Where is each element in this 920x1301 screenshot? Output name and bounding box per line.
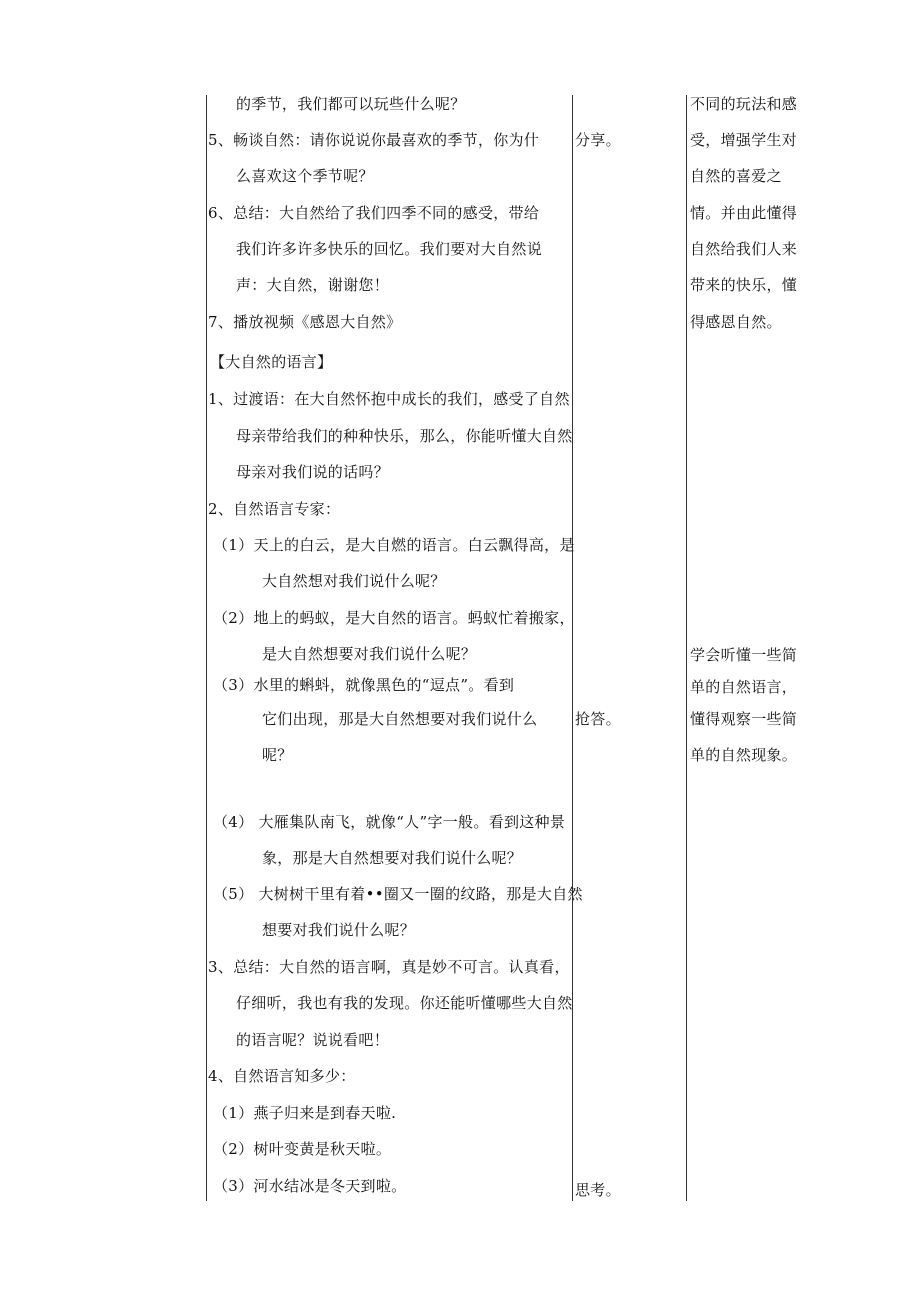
process-line: 7、播放视频《感恩大自然》 (208, 313, 402, 331)
process-line: （1）天上的白云，是大自燃的语言。白云飘得高，是 (213, 536, 575, 554)
process-line: 6、总结：大自然给了我们四季不同的感受，带给 (208, 204, 540, 222)
table-border-middle-1 (572, 95, 573, 1201)
intent-line: 受，增强学生对 (690, 131, 798, 149)
intent-line: 自然的喜爱之 (690, 167, 782, 185)
process-line: 5、畅谈自然：请你说说你最喜欢的季节，你为什 (208, 131, 540, 149)
process-line: （1）燕子归来是到春天啦. (213, 1104, 397, 1122)
intent-line: 得感恩自然。 (690, 313, 782, 331)
activity-text: 抢答。 (575, 710, 621, 728)
process-line: 声：大自然，谢谢您！ (236, 276, 390, 294)
table-border-middle-2 (686, 95, 687, 1201)
process-line: 3、总结：大自然的语言啊，真是妙不可言。认真看， (208, 958, 570, 976)
process-line: 想要对我们说什么呢？ (262, 921, 416, 939)
intent-line: 懂得观察一些简 (690, 710, 798, 728)
activity-text: 思考。 (575, 1181, 621, 1199)
process-line: 象，那是大自然想要对我们说什么呢？ (262, 849, 523, 867)
intent-line: 不同的玩法和感 (690, 95, 798, 113)
process-line: 的语言呢？说说看吧！ (236, 1031, 390, 1049)
intent-line: 带来的快乐，懂 (690, 276, 798, 294)
section-heading: 【大自然的语言】 (210, 353, 333, 371)
process-line: 4、自然语言知多少： (208, 1067, 356, 1085)
process-line: 1、过渡语：在大自然怀抱中成长的我们，感受了自然 (208, 390, 570, 408)
process-line: 仔细听，我也有我的发现。你还能听懂哪些大自然 (236, 994, 573, 1012)
intent-line: 情。并由此懂得 (690, 204, 798, 222)
intent-line: 学会听懂一些简 (690, 646, 798, 664)
process-line: 么喜欢这个季节呢？ (236, 167, 374, 185)
intent-line: 单的自然语言， (690, 678, 798, 696)
table-border-left (206, 95, 207, 1201)
process-line: 母亲对我们说的话吗？ (236, 463, 390, 481)
intent-line: 单的自然现象。 (690, 746, 798, 764)
intent-line: 自然给我们人来 (690, 240, 798, 258)
process-line: 我们许多许多快乐的回忆。我们要对大自然说 (236, 240, 543, 258)
process-line: 2、自然语言专家： (208, 500, 341, 518)
activity-text: 分享。 (575, 131, 621, 149)
process-line: 大自然想对我们说什么呢？ (262, 572, 446, 590)
process-line: 呢？ (262, 746, 293, 764)
process-line: 是大自然想要对我们说什么呢？ (262, 645, 477, 663)
process-line: 的季节，我们都可以玩些什么呢？ (236, 95, 466, 113)
process-line: （2）树叶变黄是秋天啦。 (213, 1140, 392, 1158)
process-line: （5） 大树树干里有着••圈又一圈的纹路，那是大自然 (213, 885, 583, 903)
process-line: （3）河水结冰是冬天到啦。 (213, 1177, 407, 1195)
process-line: 母亲带给我们的种种快乐，那么，你能听懂大自然 (236, 427, 573, 445)
process-line: （2）地上的蚂蚁，是大自然的语言。蚂蚁忙着搬家， (213, 609, 575, 627)
process-line: （4） 大雁集队南飞，就像“人”字一般。看到这种景 (213, 813, 566, 831)
process-line: 它们出现，那是大自然想要对我们说什么 (262, 710, 538, 728)
process-line: （3）水里的蝌蚪，就像黑色的“逗点”。看到 (213, 676, 515, 694)
